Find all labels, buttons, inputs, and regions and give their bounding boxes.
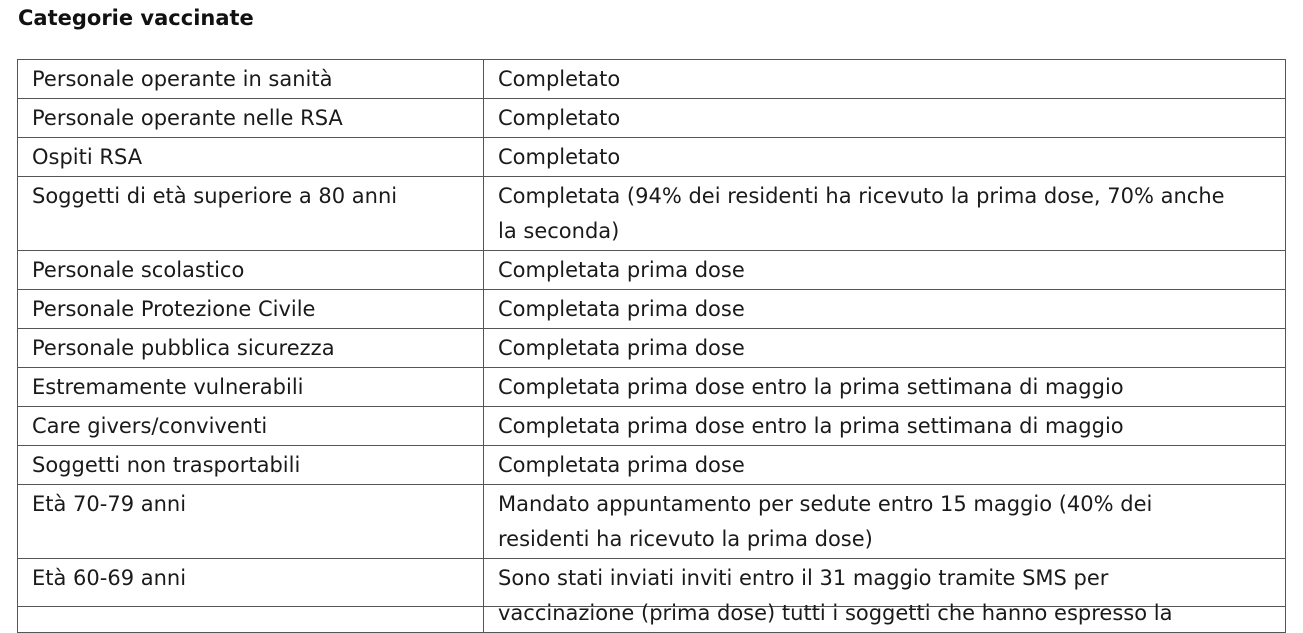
category-cell: Soggetti non trasportabili — [18, 446, 484, 485]
table-row — [18, 485, 1286, 559]
category-cell: Soggetti di età superiore a 80 anni — [18, 177, 484, 251]
table-row — [18, 99, 1286, 138]
category-cell: Personale pubblica sicurezza — [18, 329, 484, 368]
status-cell: Completata prima dose entro la prima settimana di maggio — [484, 368, 1286, 407]
category-cell: Età 70-79 anni — [18, 485, 484, 559]
status-cell: Completata prima dose — [484, 290, 1286, 329]
status-cell: Sono stati inviati inviti entro il 31 maggio tramite SMS per vaccinazione (prima dose) tutti i soggetti che hanno espresso la — [484, 559, 1286, 633]
category-cell: Estremamente vulnerabili — [18, 368, 484, 407]
status-cell: Completata prima dose — [484, 329, 1286, 368]
category-cell: Età 60-69 anni — [18, 559, 484, 633]
categories-table-container — [17, 59, 1285, 625]
table-row — [18, 177, 1286, 251]
category-cell: Personale operante in sanità — [18, 60, 484, 99]
table-row — [18, 559, 1286, 633]
table-row — [18, 407, 1286, 446]
status-cell: Completato — [484, 99, 1286, 138]
status-cell: Completata (94% dei residenti ha ricevuto la prima dose, 70% anche la seconda) — [484, 177, 1286, 251]
table-body — [18, 60, 1286, 633]
status-cell: Completato — [484, 138, 1286, 177]
table-row — [18, 446, 1286, 485]
status-cell: Completata prima dose — [484, 446, 1286, 485]
category-cell: Personale operante nelle RSA — [18, 99, 484, 138]
category-cell: Ospiti RSA — [18, 138, 484, 177]
status-cell: Completata prima dose — [484, 251, 1286, 290]
category-cell: Personale Protezione Civile — [18, 290, 484, 329]
status-cell: Completata prima dose entro la prima settimana di maggio — [484, 407, 1286, 446]
status-cell: Completato — [484, 60, 1286, 99]
table-row — [18, 138, 1286, 177]
table-row — [18, 329, 1286, 368]
table-row — [18, 60, 1286, 99]
category-cell: Care givers/conviventi — [18, 407, 484, 446]
table-row — [18, 368, 1286, 407]
status-cell: Mandato appuntamento per sedute entro 15 maggio (40% dei residenti ha ricevuto la prima dose) — [484, 485, 1286, 559]
page-title: Categorie vaccinate — [18, 6, 254, 30]
category-cell: Personale scolastico — [18, 251, 484, 290]
table-row — [18, 290, 1286, 329]
table-row — [18, 251, 1286, 290]
categories-table — [17, 59, 1286, 633]
